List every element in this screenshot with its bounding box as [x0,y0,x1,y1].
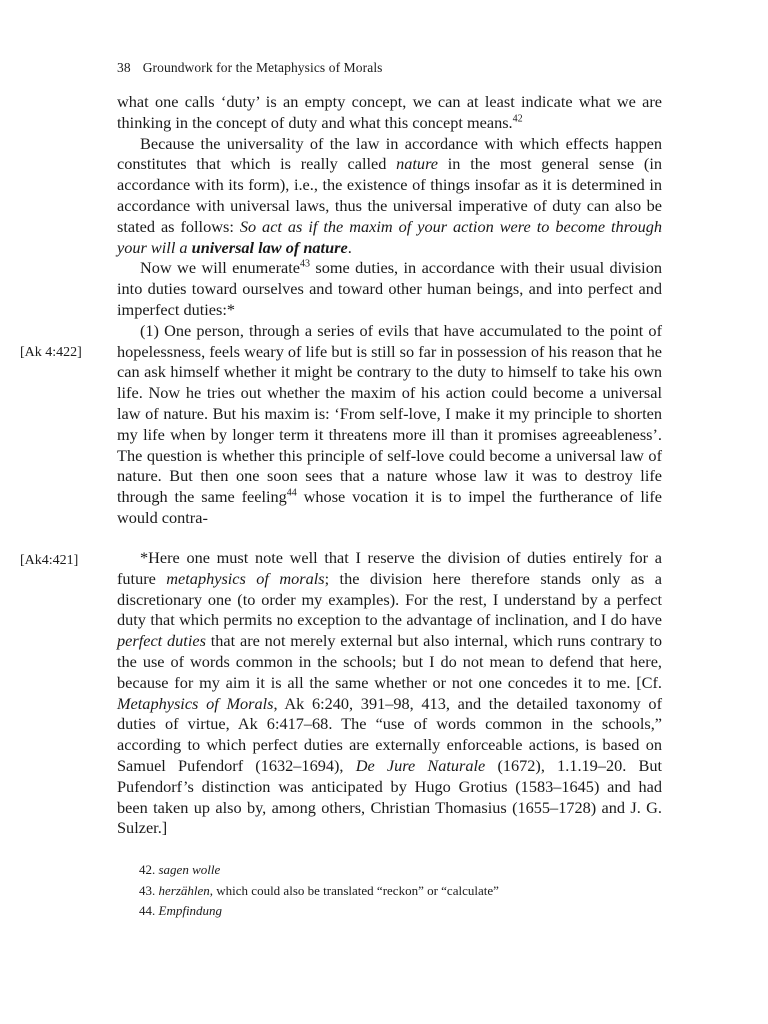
margin-reference-ak-422: [Ak 4:422] [20,345,82,360]
paragraph: (1) One person, through a series of evils that have accumulated to the point of hopelessness, feels weary of life but is still so far in possession of his reason that he can ask himself whether it might be contrary to the duty to himself to take his own life. Now he tries out whether the maxim of his action could become a universal law of nature. But his maxim is: ‘From self-love, I make it my principle to shorten my life when by longer term it threatens more ill than it promises agreeableness’. The question is whether this principle of self-love could become a universal law of nature. But then one soon sees that a nature whose law it was to destroy life through the same feeling$^{44}$ whose vocation it is to impel the furtherance of life would contra- [117,320,663,527]
author-note [117,548,662,839]
footnote-43: 43. herzählen, which could also be translated “reckon” or “calculate” [139,882,499,898]
paragraph: what one calls ‘duty’ is an empty concept, we can at least indicate what we are thinking in the concept of duty and what this concept means.$^{42}$ [117,92,662,132]
paragraph: Because the universality of the law in accordance with which effects happen constitutes that which is really called nature in the most general sense (in accordance with its form), i.e., the existence of things insofar as it is determined in accordance with universal laws, thus the universal imperative of duty can also be stated as follows: So act as if the maxim of your action were to become through your will a universal law of nature. [117,133,662,257]
footnote-ref-42: 42 [512,113,523,125]
page-number: 38 [117,60,131,75]
footnotes [139,860,499,922]
universal-law-emphasis: universal law of nature [191,237,348,257]
margin-reference-ak-421: [Ak4:421] [20,553,79,568]
footnote-ref-44: 44 [286,487,297,499]
paragraph: Now we will enumerate$^{43}$ some duties, in accordance with their usual division into duties toward ourselves and toward other human beings, and into perfect and imperfect duties:* [117,258,662,319]
footnote-44: 44. Empfindung [139,903,223,918]
footnote-ref-43: 43 [299,258,310,270]
main-text [117,92,662,529]
note-paragraph: *Here one must note well that I reserve the division of duties entirely for a future metaphysics of morals; the division here therefore stands only as a discretionary one (to order my examples). For the rest, I understand by a perfect duty that which permits no exception to the advantage of inclination, and I do have perfect duties that are not merely external but also internal, which runs contrary to the use of words common in the schools; but I do not mean to defend that here, because for my aim it is all the same whether or not one concedes it to me. [Cf. Metaphysics of Morals, Ak 6:240, 391–98, 413, and the detailed taxonomy of duties of virtue, Ak 6:417–68. The “use of words common in the schools,” according to which perfect duties are externally enforceable actions, is based on Samuel Pufendorf (1632–1694), De Jure Naturale (1672), 1.1.19–20. But Pufendorf’s distinction was anticipated by Hugo Grotius (1583–1645) and had been taken up also by, among others, Christian Thomasius (1655–1728) and J. G. Sulzer.] [117,548,663,838]
footnote-42: 42. sagen wolle [139,862,221,877]
running-header [117,60,383,76]
running-title: Groundwork for the Metaphysics of Morals [142,60,383,75]
